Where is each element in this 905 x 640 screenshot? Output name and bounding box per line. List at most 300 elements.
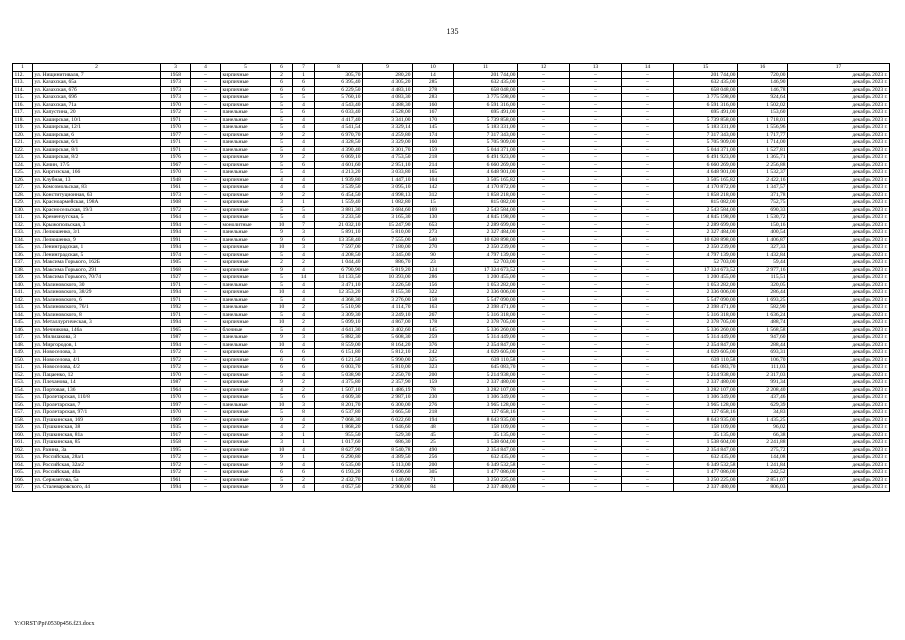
table-cell: 1994 bbox=[161, 244, 191, 252]
table-cell: 165 bbox=[413, 169, 454, 177]
table-cell: – bbox=[518, 304, 570, 312]
table-cell: декабрь 2023 г. bbox=[788, 274, 890, 282]
table-row bbox=[13, 101, 890, 109]
table-row bbox=[13, 296, 890, 304]
table-cell: – bbox=[518, 139, 570, 147]
table-cell: 137. bbox=[13, 259, 33, 267]
table-cell: 2 354 847,00 bbox=[454, 446, 518, 454]
table-cell: 218 bbox=[413, 409, 454, 417]
table-cell: 1987 bbox=[161, 379, 191, 387]
table-cell: 146. bbox=[13, 326, 33, 334]
table-row bbox=[13, 146, 890, 154]
table-cell: 1 082,80 bbox=[363, 199, 413, 207]
table-cell: 4 bbox=[293, 341, 315, 349]
table-cell: 6 090,60 bbox=[363, 469, 413, 477]
table-cell: кирпичные bbox=[221, 386, 271, 394]
table-cell: 4 328,50 bbox=[315, 139, 363, 147]
table-cell: 686,30 bbox=[363, 439, 413, 447]
table-cell: 6 bbox=[293, 109, 315, 117]
table-cell: 1 053 282,00 bbox=[454, 281, 518, 289]
table-cell: 142. bbox=[13, 296, 33, 304]
table-cell: 10 628 898,00 bbox=[674, 236, 738, 244]
table-cell: 4 bbox=[293, 146, 315, 154]
table-cell: 4 029 605,00 bbox=[674, 349, 738, 357]
column-number-cell: 7 bbox=[293, 64, 315, 72]
table-cell: – bbox=[622, 349, 674, 357]
table-row bbox=[13, 454, 890, 462]
table-cell: – bbox=[622, 386, 674, 394]
table-cell: 71 bbox=[413, 476, 454, 484]
table-cell: 1 530,72 bbox=[738, 214, 788, 222]
table-cell: – bbox=[191, 334, 221, 342]
table-cell: – bbox=[622, 469, 674, 477]
table-cell: – bbox=[191, 161, 221, 169]
table-cell: 695 491,00 bbox=[674, 109, 738, 117]
table-cell: 78 bbox=[413, 386, 454, 394]
table-cell: ул. Новоселова, 4/1 bbox=[33, 356, 161, 364]
table-cell: – bbox=[518, 131, 570, 139]
table-cell: – bbox=[622, 221, 674, 229]
table-cell: 1 bbox=[293, 454, 315, 462]
table-cell: декабрь 2023 г. bbox=[788, 94, 890, 102]
table-cell: 10 bbox=[271, 446, 293, 454]
table-cell: 1973 bbox=[161, 94, 191, 102]
table-cell: декабрь 2023 г. bbox=[788, 221, 890, 229]
table-cell: – bbox=[570, 484, 622, 492]
table-cell: 5 bbox=[271, 116, 293, 124]
table-cell: 639 110,58 bbox=[454, 356, 518, 364]
table-cell: ул. Российская, 40а bbox=[33, 469, 161, 477]
table-cell: 134. bbox=[13, 236, 33, 244]
table-cell: 5 214 938,00 bbox=[454, 371, 518, 379]
table-cell: 2 951,10 bbox=[363, 161, 413, 169]
table-cell: декабрь 2023 г. bbox=[788, 191, 890, 199]
table-cell: – bbox=[570, 326, 622, 334]
table-cell: – bbox=[622, 364, 674, 372]
table-cell: – bbox=[622, 161, 674, 169]
table-cell: – bbox=[191, 274, 221, 282]
table-cell: панельные bbox=[221, 281, 271, 289]
table-cell: 124 bbox=[413, 266, 454, 274]
table-cell: 1 939,80 bbox=[315, 176, 363, 184]
table-cell: – bbox=[570, 394, 622, 402]
table-cell: 5 bbox=[293, 206, 315, 214]
table-cell: – bbox=[570, 289, 622, 297]
table-cell: 490 bbox=[413, 446, 454, 454]
table-cell: панельные bbox=[221, 124, 271, 132]
table-cell: 1994 bbox=[161, 221, 191, 229]
table-cell: 3 965 128,00 bbox=[674, 401, 738, 409]
table-cell: декабрь 2023 г. bbox=[788, 379, 890, 387]
table-cell: – bbox=[518, 274, 570, 282]
table-cell: 146,78 bbox=[738, 86, 788, 94]
table-cell: 146,90 bbox=[738, 79, 788, 87]
table-cell: 2 354 847,00 bbox=[454, 341, 518, 349]
table-cell: 259 bbox=[413, 334, 454, 342]
table-row bbox=[13, 304, 890, 312]
table-cell: 10 bbox=[271, 304, 293, 312]
table-cell: 112. bbox=[13, 71, 33, 79]
table-cell: – bbox=[570, 446, 622, 454]
table-cell: – bbox=[518, 281, 570, 289]
table-cell: 174 bbox=[413, 131, 454, 139]
table-cell: – bbox=[622, 484, 674, 492]
table-cell: 122. bbox=[13, 146, 33, 154]
table-cell: ул. Киргизская, 166 bbox=[33, 169, 161, 177]
table-cell: – bbox=[518, 124, 570, 132]
table-row bbox=[13, 79, 890, 87]
table-cell: 1948 bbox=[161, 176, 191, 184]
table-cell: 690,33 bbox=[738, 206, 788, 214]
table-cell: декабрь 2023 г. bbox=[788, 281, 890, 289]
table-cell: 5 547 090,00 bbox=[454, 296, 518, 304]
table-cell: 15 247,90 bbox=[363, 221, 413, 229]
table-cell: – bbox=[191, 244, 221, 252]
table-cell: – bbox=[191, 266, 221, 274]
table-cell: – bbox=[570, 401, 622, 409]
table-cell: 2 543 584,00 bbox=[674, 206, 738, 214]
table-cell: 4 bbox=[293, 214, 315, 222]
table-cell: 106,70 bbox=[738, 356, 788, 364]
table-cell: 4 648 901,00 bbox=[454, 169, 518, 177]
table-cell: 256 bbox=[413, 454, 454, 462]
column-number-cell: 14 bbox=[622, 64, 674, 72]
table-cell: – bbox=[191, 394, 221, 402]
table-cell: – bbox=[622, 229, 674, 237]
table-cell: 6 660 269,00 bbox=[454, 161, 518, 169]
table-cell: ул. Пролетарская, 97/1 bbox=[33, 409, 161, 417]
table-cell: 2 337 480,00 bbox=[674, 379, 738, 387]
table-cell: 164. bbox=[13, 461, 33, 469]
table-row bbox=[13, 214, 890, 222]
table-cell: декабрь 2023 г. bbox=[788, 409, 890, 417]
table-cell: 305,70 bbox=[315, 71, 363, 79]
table-cell: 1 477 086,00 bbox=[454, 469, 518, 477]
table-cell: 6 491 923,00 bbox=[674, 154, 738, 162]
table-cell: 14 133,50 bbox=[315, 274, 363, 282]
table-cell: 149. bbox=[13, 349, 33, 357]
table-cell: 4 601,60 bbox=[315, 161, 363, 169]
table-cell: 629,39 bbox=[738, 401, 788, 409]
table-row bbox=[13, 274, 890, 282]
table-cell: – bbox=[570, 311, 622, 319]
table-cell: 7 180,00 bbox=[363, 244, 413, 252]
table-cell: 132. bbox=[13, 221, 33, 229]
table-cell: 4 bbox=[271, 424, 293, 432]
table-cell: – bbox=[191, 401, 221, 409]
table-cell: кирпичные bbox=[221, 244, 271, 252]
table-cell: 1 636,24 bbox=[738, 311, 788, 319]
table-cell: ул. Пушкинская, 81а bbox=[33, 431, 161, 439]
table-cell: 5 bbox=[271, 161, 293, 169]
table-cell: 4 bbox=[271, 176, 293, 184]
table-cell: – bbox=[622, 71, 674, 79]
table-row bbox=[13, 311, 890, 319]
table-cell: 1 bbox=[293, 71, 315, 79]
table-cell: декабрь 2023 г. bbox=[788, 476, 890, 484]
table-cell: 1973 bbox=[161, 79, 191, 87]
table-cell: ул. Миргородов, 1 bbox=[33, 341, 161, 349]
table-cell: декабрь 2023 г. bbox=[788, 454, 890, 462]
table-cell: – bbox=[191, 251, 221, 259]
table-cell: 3 250 225,00 bbox=[674, 476, 738, 484]
table-cell: ул. Ленинградская, 5 bbox=[33, 251, 161, 259]
table-cell: 9 bbox=[271, 379, 293, 387]
table-cell: 3 309,30 bbox=[315, 311, 363, 319]
table-cell: ул. Пролетарская, 110/8 bbox=[33, 394, 161, 402]
table-cell: 2 987,10 bbox=[363, 394, 413, 402]
table-cell: панельные bbox=[221, 146, 271, 154]
table-cell: 156. bbox=[13, 401, 33, 409]
table-cell: 8 540,78 bbox=[363, 446, 413, 454]
table-cell: – bbox=[191, 139, 221, 147]
table-cell: 9 bbox=[271, 484, 293, 492]
table-cell: 1971 bbox=[161, 281, 191, 289]
table-cell: кирпичные bbox=[221, 484, 271, 492]
table-cell: 140. bbox=[13, 281, 33, 289]
column-number-cell: 1 bbox=[13, 64, 33, 72]
table-cell: 1 507,10 bbox=[315, 386, 363, 394]
table-row bbox=[13, 416, 890, 424]
table-cell: 1994 bbox=[161, 341, 191, 349]
table-cell: 2 378 705,00 bbox=[454, 319, 518, 327]
table-cell: 1972 bbox=[161, 356, 191, 364]
table-cell: – bbox=[570, 161, 622, 169]
table-cell: 1970 bbox=[161, 124, 191, 132]
table-cell: – bbox=[570, 86, 622, 94]
table-cell: – bbox=[622, 101, 674, 109]
table-cell: 6 537,80 bbox=[315, 409, 363, 417]
table-cell: ул. Кременчугская, 5 bbox=[33, 214, 161, 222]
table-cell: 145. bbox=[13, 319, 33, 327]
table-cell: 3 bbox=[271, 439, 293, 447]
table-cell: декабрь 2023 г. bbox=[788, 154, 890, 162]
table-cell: 1 693,25 bbox=[738, 296, 788, 304]
table-cell: 162. bbox=[13, 446, 33, 454]
table-cell: – bbox=[191, 469, 221, 477]
table-cell: 141. bbox=[13, 289, 33, 297]
table-cell: 658 048,00 bbox=[674, 86, 738, 94]
table-cell: 1969 bbox=[161, 416, 191, 424]
table-cell: ул. Малиновского, 38/29 bbox=[33, 289, 161, 297]
table-cell: декабрь 2023 г. bbox=[788, 386, 890, 394]
table-cell: – bbox=[622, 236, 674, 244]
table-cell: 2 350 239,00 bbox=[674, 244, 738, 252]
table-cell: 52 703,00 bbox=[454, 259, 518, 267]
table-cell: кирпичные bbox=[221, 319, 271, 327]
table-cell: 2 350 239,00 bbox=[454, 244, 518, 252]
table-cell: 5 739 858,00 bbox=[674, 116, 738, 124]
table-cell: 145 bbox=[413, 326, 454, 334]
table-cell: ул. Новоселова, 4/2 bbox=[33, 364, 161, 372]
table-cell: 1970 bbox=[161, 371, 191, 379]
table-cell: панельные bbox=[221, 109, 271, 117]
table-cell: 96,02 bbox=[738, 424, 788, 432]
table-cell: ул. Красносельская, 19/3 bbox=[33, 206, 161, 214]
table-cell: кирпичные bbox=[221, 176, 271, 184]
table-cell: 1 200 455,00 bbox=[674, 274, 738, 282]
table-cell: – bbox=[191, 439, 221, 447]
table-row bbox=[13, 71, 890, 79]
table-cell: 4 259,80 bbox=[363, 131, 413, 139]
table-cell: кирпичные bbox=[221, 394, 271, 402]
table-cell: – bbox=[570, 439, 622, 447]
table-cell: 6 bbox=[271, 349, 293, 357]
table-cell: 120. bbox=[13, 131, 33, 139]
table-cell: 1 486,19 bbox=[363, 386, 413, 394]
table-cell: – bbox=[570, 461, 622, 469]
table-cell: ул. Казахская, 69б bbox=[33, 94, 161, 102]
table-cell: – bbox=[570, 476, 622, 484]
table-cell: 10 bbox=[271, 244, 293, 252]
table-row bbox=[13, 461, 890, 469]
table-cell: 170 bbox=[413, 116, 454, 124]
table-cell: 5 bbox=[271, 296, 293, 304]
table-cell: декабрь 2023 г. bbox=[788, 131, 890, 139]
column-number-cell: 5 bbox=[221, 64, 271, 72]
table-cell: декабрь 2023 г. bbox=[788, 304, 890, 312]
footer-file-path: Y:\ORST\Ppi\0530p456.f23.docx bbox=[14, 621, 95, 627]
table-cell: – bbox=[622, 199, 674, 207]
table-cell: 5 705 909,00 bbox=[674, 139, 738, 147]
table-cell: – bbox=[570, 101, 622, 109]
table-cell: 5 336 260,00 bbox=[454, 326, 518, 334]
table-cell: 2 289 699,00 bbox=[674, 221, 738, 229]
table-cell: 3 471,10 bbox=[315, 281, 363, 289]
table-cell: 1905 bbox=[161, 259, 191, 267]
table-cell: кирпичные bbox=[221, 206, 271, 214]
table-cell: декабрь 2023 г. bbox=[788, 289, 890, 297]
table-cell: 5 bbox=[293, 94, 315, 102]
table-cell: – bbox=[518, 469, 570, 477]
table-cell: 1 559,40 bbox=[315, 199, 363, 207]
table-cell: 6 bbox=[271, 79, 293, 87]
table-cell: декабрь 2023 г. bbox=[788, 341, 890, 349]
table-cell: 1970 bbox=[161, 169, 191, 177]
table-cell: декабрь 2023 г. bbox=[788, 169, 890, 177]
table-cell: 121. bbox=[13, 139, 33, 147]
table-cell: 1992 bbox=[161, 304, 191, 312]
table-cell: 2 256,88 bbox=[738, 161, 788, 169]
table-row bbox=[13, 266, 890, 274]
table-cell: 1 646,60 bbox=[363, 424, 413, 432]
table-cell: 167. bbox=[13, 484, 33, 492]
table-cell: – bbox=[570, 356, 622, 364]
table-cell: – bbox=[518, 266, 570, 274]
table-cell: 320,05 bbox=[738, 281, 788, 289]
table-cell: 312 bbox=[413, 191, 454, 199]
table-cell: ул. Максима Горького, 70/74 bbox=[33, 274, 161, 282]
table-row bbox=[13, 124, 890, 132]
table-cell: – bbox=[622, 311, 674, 319]
table-cell: декабрь 2023 г. bbox=[788, 371, 890, 379]
table-cell: 127 658,16 bbox=[454, 409, 518, 417]
table-cell: 1 556,96 bbox=[738, 124, 788, 132]
table-cell: 4 114,70 bbox=[363, 304, 413, 312]
table-cell: 4 528,00 bbox=[363, 109, 413, 117]
table-cell: – bbox=[191, 259, 221, 267]
table-cell: – bbox=[570, 349, 622, 357]
table-cell: кирпичные bbox=[221, 439, 271, 447]
table-cell: 1927 bbox=[161, 274, 191, 282]
table-cell: 6 003,70 bbox=[315, 364, 363, 372]
table-cell: 116. bbox=[13, 101, 33, 109]
table-cell: 2 317,03 bbox=[738, 371, 788, 379]
table-cell: – bbox=[622, 259, 674, 267]
table-cell: 8 559,00 bbox=[315, 341, 363, 349]
table-cell: 4 bbox=[293, 311, 315, 319]
table-cell: – bbox=[622, 416, 674, 424]
table-cell: 1 447,10 bbox=[363, 176, 413, 184]
table-row bbox=[13, 221, 890, 229]
table-cell: 4 bbox=[293, 416, 315, 424]
table-cell: 3 165,30 bbox=[363, 214, 413, 222]
table-row bbox=[13, 191, 890, 199]
table-cell: 156 bbox=[413, 281, 454, 289]
table-cell: 5 810,00 bbox=[363, 229, 413, 237]
table-cell: 1 718,01 bbox=[738, 116, 788, 124]
table-cell: 4 170 872,00 bbox=[674, 184, 738, 192]
table-cell: декабрь 2023 г. bbox=[788, 214, 890, 222]
table-cell: 3 233,50 bbox=[315, 214, 363, 222]
table-cell: 158. bbox=[13, 416, 33, 424]
table-cell: декабрь 2023 г. bbox=[788, 251, 890, 259]
table-cell: 3 bbox=[271, 431, 293, 439]
table-cell: 160 bbox=[413, 101, 454, 109]
table-cell: 806,03 bbox=[738, 484, 788, 492]
column-number-cell: 4 bbox=[191, 64, 221, 72]
table-cell: – bbox=[518, 79, 570, 87]
table-cell: декабрь 2023 г. bbox=[788, 469, 890, 477]
column-number-row bbox=[13, 64, 890, 72]
table-cell: 7 317 343,00 bbox=[674, 131, 738, 139]
table-cell: – bbox=[622, 86, 674, 94]
table-cell: – bbox=[191, 221, 221, 229]
column-number-cell: 10 bbox=[413, 64, 454, 72]
table-cell: 4 541,54 bbox=[315, 124, 363, 132]
table-cell: 3 bbox=[293, 334, 315, 342]
table-cell: 6 790,90 bbox=[315, 266, 363, 274]
table-cell: 8 643 935,00 bbox=[674, 416, 738, 424]
table-cell: – bbox=[570, 71, 622, 79]
table-cell: 1994 bbox=[161, 289, 191, 297]
table-cell: 2 bbox=[271, 71, 293, 79]
table-cell: 5 bbox=[271, 311, 293, 319]
table-cell: – bbox=[191, 379, 221, 387]
table-cell: 133. bbox=[13, 229, 33, 237]
table-cell: – bbox=[622, 289, 674, 297]
table-row bbox=[13, 206, 890, 214]
table-cell: 6 bbox=[293, 161, 315, 169]
table-cell: ул. Новоселова, 3 bbox=[33, 349, 161, 357]
table-cell: 6 290,80 bbox=[315, 454, 363, 462]
table-cell: 201 744,00 bbox=[674, 71, 738, 79]
table-cell: ул. Сержантова, 5а bbox=[33, 476, 161, 484]
table-cell: – bbox=[191, 176, 221, 184]
table-cell: 9 bbox=[271, 154, 293, 162]
table-cell: 169 bbox=[413, 206, 454, 214]
table-cell: 1987 bbox=[161, 334, 191, 342]
table-cell: 540 bbox=[413, 236, 454, 244]
column-number-cell: 6 bbox=[271, 64, 293, 72]
table-cell: 653 bbox=[413, 221, 454, 229]
table-cell: 2 337 480,00 bbox=[674, 484, 738, 492]
table-cell: 200 bbox=[413, 371, 454, 379]
table-cell: – bbox=[518, 394, 570, 402]
table-cell: – bbox=[622, 394, 674, 402]
table-cell: 5 099,10 bbox=[315, 319, 363, 327]
table-cell: декабрь 2023 г. bbox=[788, 424, 890, 432]
